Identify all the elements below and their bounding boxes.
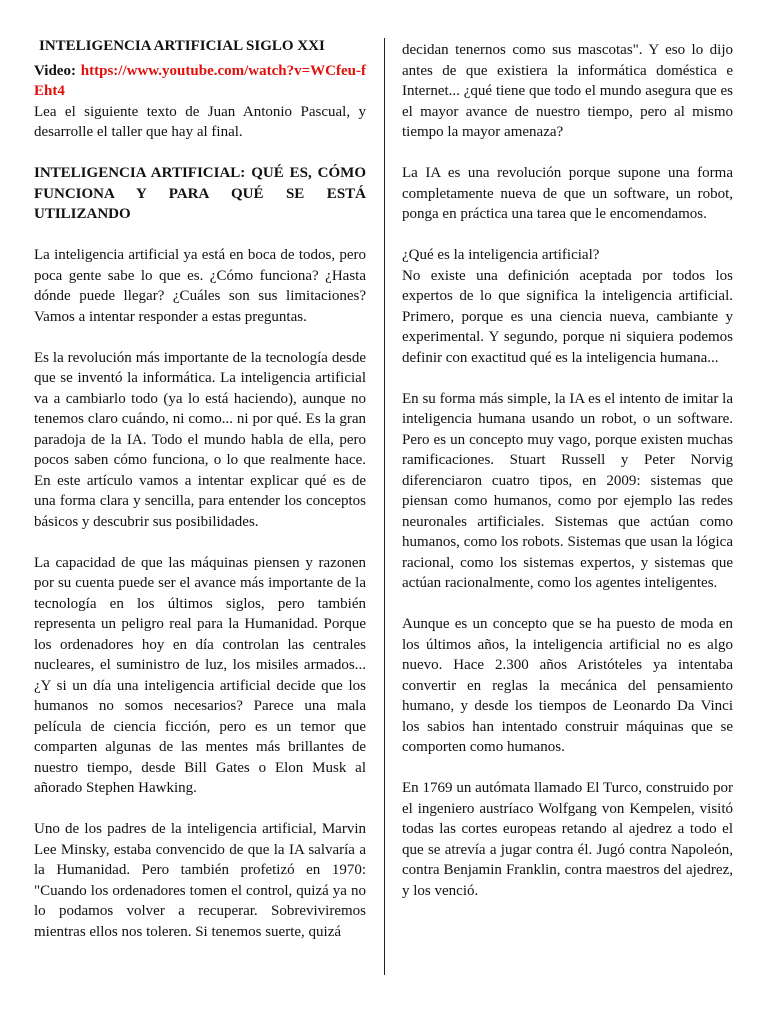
article-heading: INTELIGENCIA ARTIFICIAL: QUÉ ES, CÓMO FUNCIONA Y PARA QUÉ SE ESTÁ UTILIZANDO <box>34 165 366 222</box>
video-link[interactable]: https://www.youtube.com/watch?v=WCfeu-fEht4 <box>34 62 366 99</box>
paragraph-revolution: La IA es una revolución porque supone una forma completamente nueva de que un software, un robot, ponga en práctica una tarea que le encomendamos. <box>402 165 733 222</box>
left-column <box>34 36 366 963</box>
paragraph-simple-form: En su forma más simple, la IA es el intento de imitar la inteligencia humana usando un robot, o un software. Pero es un concepto muy vago, porque existen muchas ramificaciones. Stuart Russell y Peter Norvig diferenciaron cuatro tipos, en 2009: sistemas que piensan como humanos, como por ejemplo las redes neuronales artificiales. Sistemas que actúan como humanos, como los robots. Sistemas que usan la lógica racional, como los sistemas expertos, y sistemas que actúan racionalmente, como los agentes inteligentes. <box>402 390 733 591</box>
intro-paragraph: Lea el siguiente texto de Juan Antonio Pascual, y desarrolle el taller que hay al final. <box>34 103 366 140</box>
paragraph-2: Es la revolución más importante de la tecnología desde que se inventó la informática. La inteligencia artificial va a cambiarlo todo (ya lo está haciendo), aunque no tenemos claro cuándo, ni como... ni por qué. Es la gran paradoja de la IA. Todo el mundo habla de ella, pero pocos saben cómo funciona, o lo que realmente hace. En este artículo vamos a intentar explicar qué es de una forma clara y sencilla, para entender los conceptos básicos y descubrir sus posibilidades. <box>34 349 366 530</box>
video-line <box>34 61 366 102</box>
document-title: INTELIGENCIA ARTIFICIAL SIGLO XXI <box>39 38 325 54</box>
section-question: ¿Qué es la inteligencia artificial? <box>402 247 600 263</box>
paragraph-definition: No existe una definición aceptada por todos los expertos de lo que significa la inteligencia artificial. Primero, porque es una ciencia nueva, cambiante y experimental. Y segundo, porque ni siquiera podemos definir con exactitud qué es la inteligencia humana... <box>402 267 733 366</box>
paragraph-continued: decidan tenernos como sus mascotas". Y eso lo dijo antes de que existiera la informática doméstica e Internet... ¿qué tiene que todo el mundo asegura que es el mayor avance de nuestro tiempo, pero al mismo tiempo la mayor amenaza? <box>402 42 733 140</box>
paragraph-4: Uno de los padres de la inteligencia artificial, Marvin Lee Minsky, estaba convencido de que la IA salvaría a la Humanidad. Pero también profetizó en 1970: "Cuando los ordenadores tomen el control, quizá ya no lo podamos volver a recuperar. Sobreviviremos mientras ellos nos toleren. Si tenemos suerte, quizá <box>34 821 366 940</box>
paragraph-3: La capacidad de que las máquinas piensen y razonen por su cuenta puede ser el avance más importante de la tecnología en los últimos siglos, pero también representa un peligro real para la Humanidad. Porque los ordenadores hoy en día controlan las centrales nucleares, el suministro de luz, los misiles armados... ¿Y si un día una inteligencia artificial decide que los humanos no somos necesarios? Parece una mala película de ciencia ficción, pero es un temor que comparten algunas de las mentes más brillantes de nuestro tiempo, desde Bill Gates o Elon Musk al añorado Stephen Hawking. <box>34 554 366 796</box>
paragraph-1: La inteligencia artificial ya está en boca de todos, pero poca gente sabe lo que es. ¿Cómo funciona? ¿Hasta dónde puede llegar? ¿Cuáles son sus limitaciones? Vamos a intentar responder a estas preguntas. <box>34 247 366 325</box>
column-divider <box>384 38 385 975</box>
paragraph-el-turco: En 1769 un autómata llamado El Turco, construido por el ingeniero austríaco Wolfgang von Kempelen, visitó todas las cortes europeas retando al ajedrez a todo el que se atrevía a jugar contra él. Jugó contra Napoleón, contra Benjamin Franklin, contra maestros del ajedrez, y los venció. <box>402 780 733 899</box>
paragraph-history: Aunque es un concepto que se ha puesto de moda en los últimos años, la inteligencia artificial no es algo nuevo. Hace 2.300 años Aristóteles ya intentaba convertir en reglas la mecánica del pensamiento humano, y desde los tiempos de Leonardo Da Vinci los sabios han intentado construir máquinas que se comporten como humanos. <box>402 616 733 755</box>
video-label: Video: <box>34 62 81 79</box>
right-column <box>402 40 733 922</box>
